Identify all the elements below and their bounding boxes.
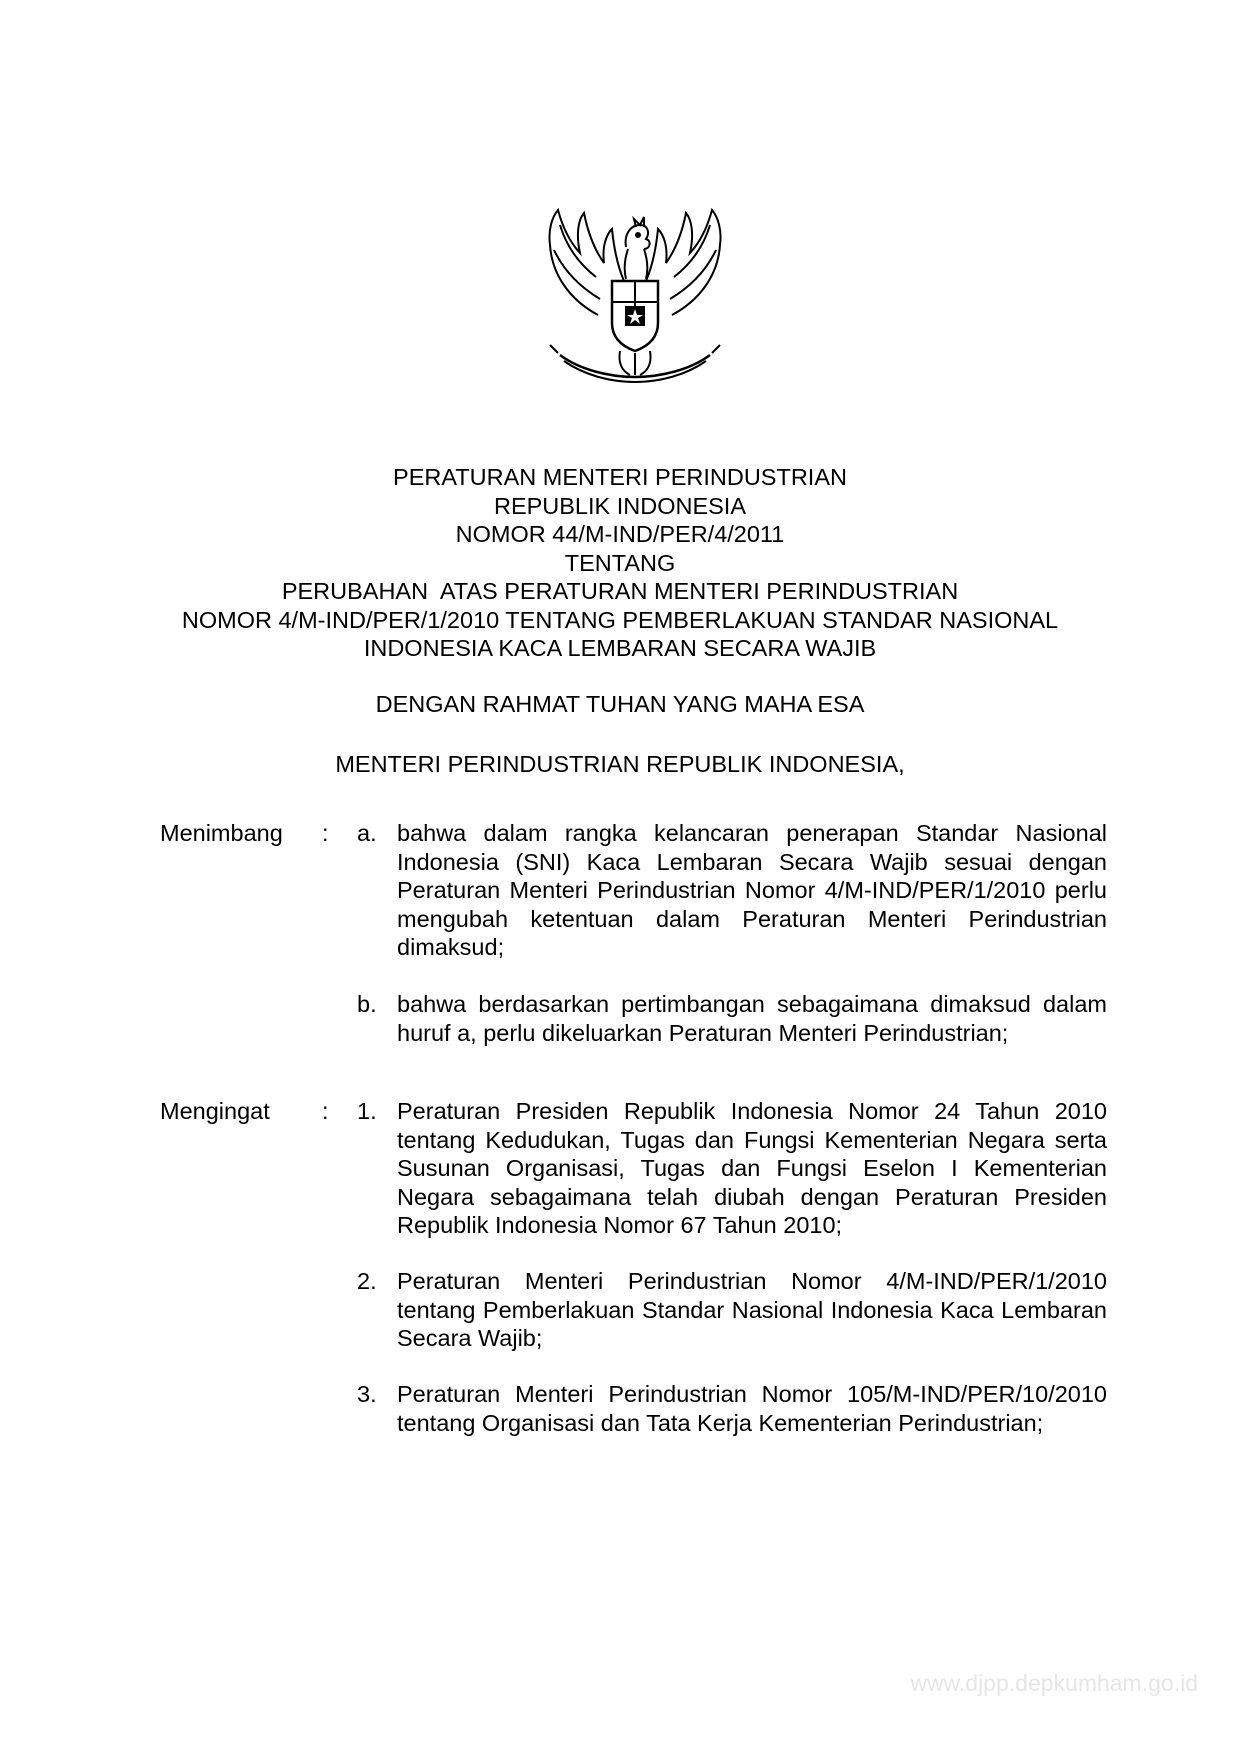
title-line: REPUBLIK INDONESIA [493,492,747,519]
title-line: TENTANG [564,549,676,576]
menimbang-colon: : [322,820,329,846]
regulation-title [120,463,1120,663]
menimbang-item-marker: a. [357,820,377,846]
mengingat-item-text: Peraturan Menteri Perindustrian Nomor 4/M-IND/PER/1/2010 tentang Pemberlakuan Standar Nasional Indonesia Kaca Lembaran Secara Wajib; [397,1268,1107,1351]
menimbang-label: Menimbang [160,820,283,846]
mengingat-item-text: Peraturan Menteri Perindustrian Nomor 105/M-IND/PER/10/2010 tentang Organisasi dan Tata Kerja Kementerian Perindustrian; [397,1381,1107,1436]
mengingat-label: Mengingat [160,1098,270,1124]
title-line: PERUBAHAN ATAS PERATURAN MENTERI PERINDUSTRIAN [281,578,959,604]
menimbang-item-text: bahwa dalam rangka kelancaran penerapan Standar Nasional Indonesia (SNI) Kaca Lembaran Secara Wajib sesuai dengan Peraturan Menteri Perindustrian Nomor 4/M-IND/PER/1/2010 perlu mengubah ketentuan dalam Peraturan Menteri Perindustrian dimaksud; [397,820,1107,960]
mengingat-item-marker: 1. [357,1098,377,1124]
menimbang-item-marker: b. [357,991,377,1017]
watermark: www.djpp.depkumham.go.id [910,1670,1198,1696]
title-line: PERATURAN MENTERI PERINDUSTRIAN [393,464,847,490]
title-line: INDONESIA KACA LEMBARAN SECARA WAJIB [363,635,877,661]
mengingat-item-marker: 3. [357,1381,377,1407]
authority-line: MENTERI PERINDUSTRIAN REPUBLIK INDONESIA, [335,751,905,777]
menimbang-item-text: bahwa berdasarkan pertimbangan sebagaimana dimaksud dalam huruf a, perlu dikeluarkan Peraturan Menteri Perindustrian; [397,991,1107,1046]
mengingat-colon: : [322,1098,329,1124]
invocation-line: DENGAN RAHMAT TUHAN YANG MAHA ESA [375,691,865,717]
mengingat-item-marker: 2. [357,1268,377,1294]
title-line: NOMOR 44/M-IND/PER/4/2011 [455,521,785,547]
title-line: NOMOR 4/M-IND/PER/1/2010 TENTANG PEMBERLAKUAN STANDAR NASIONAL [181,606,1059,633]
garuda-emblem [540,205,730,390]
mengingat-item-text: Peraturan Presiden Republik Indonesia Nomor 24 Tahun 2010 tentang Kedudukan, Tugas dan Fungsi Kementerian Negara serta Susunan Organisasi, Tugas dan Fungsi Eselon I Kementerian Negara sebagaimana telah diubah dengan Peraturan Presiden Republik Indonesia Nomor 67 Tahun 2010; [397,1098,1107,1238]
